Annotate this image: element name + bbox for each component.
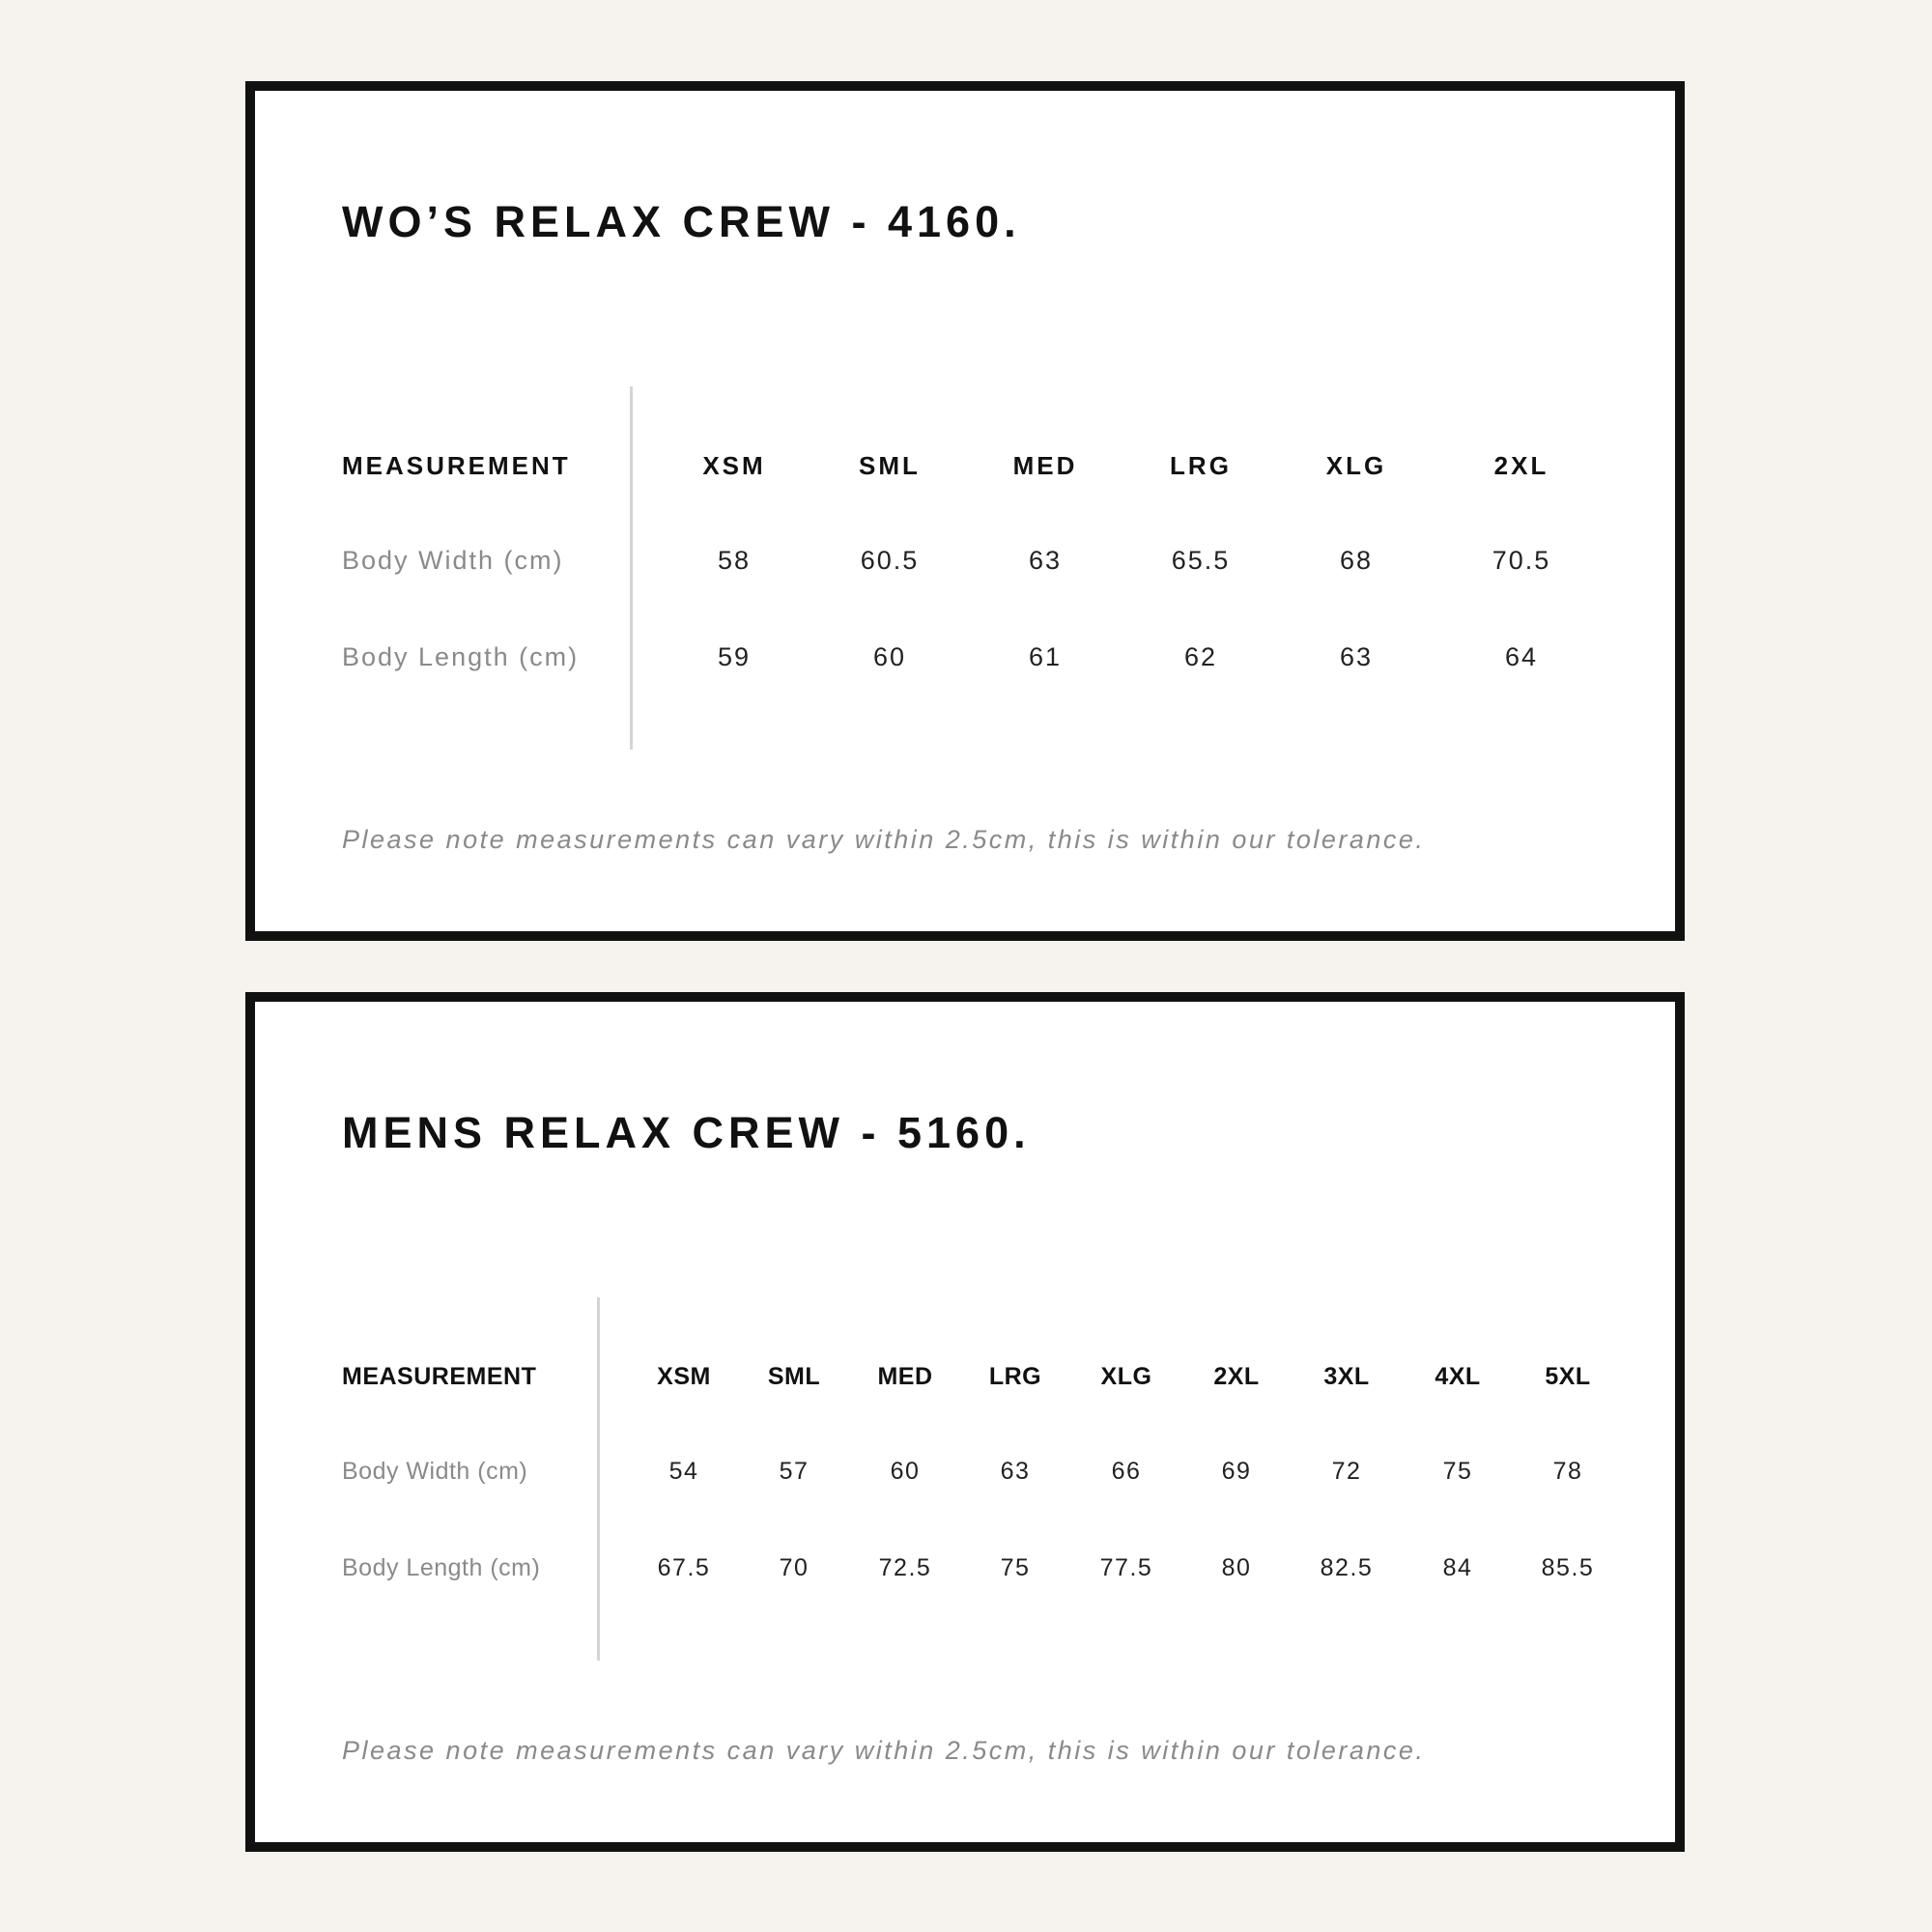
table-cell: 63 bbox=[1028, 546, 1063, 575]
size-header-2xl: 2XL bbox=[1213, 1363, 1260, 1390]
table-cell: 67.5 bbox=[657, 1554, 711, 1581]
size-header-lrg: LRG bbox=[988, 1363, 1042, 1390]
table-cell: 80 bbox=[1221, 1554, 1252, 1581]
mens-chart-title: MENS RELAX CREW - 5160. bbox=[342, 1108, 1031, 1157]
size-header-med: MED bbox=[1012, 451, 1078, 480]
body-length-label: Body Length (cm) bbox=[342, 642, 580, 671]
table-cell: 63 bbox=[1339, 642, 1374, 671]
size-header-5xl: 5XL bbox=[1545, 1363, 1591, 1390]
table-cell: 63 bbox=[1000, 1458, 1031, 1485]
table-cell: 66 bbox=[1111, 1458, 1142, 1485]
table-cell: 65.5 bbox=[1171, 546, 1231, 575]
body-length-label: Body Length (cm) bbox=[342, 1554, 541, 1581]
table-cell: 70.5 bbox=[1492, 546, 1551, 575]
size-header-med: MED bbox=[877, 1363, 933, 1390]
size-header-xlg: XLG bbox=[1100, 1363, 1152, 1390]
measurement-header: MEASUREMENT bbox=[342, 451, 571, 480]
table-cell: 69 bbox=[1221, 1458, 1252, 1485]
tolerance-note: Please note measurements can vary within 2.5cm, this is within our tolerance. bbox=[342, 825, 1426, 854]
table-cell: 59 bbox=[717, 642, 752, 671]
size-header-xsm: XSM bbox=[702, 451, 766, 480]
table-cell: 70 bbox=[779, 1554, 810, 1581]
table-cell: 60 bbox=[872, 642, 907, 671]
table-cell: 84 bbox=[1442, 1554, 1473, 1581]
size-header-sml: SML bbox=[859, 451, 921, 480]
size-header-sml: SML bbox=[767, 1363, 821, 1390]
table-cell: 61 bbox=[1028, 642, 1063, 671]
column-divider bbox=[597, 1297, 600, 1661]
table-cell: 75 bbox=[1442, 1458, 1473, 1485]
table-cell: 57 bbox=[779, 1458, 810, 1485]
size-header-2xl: 2XL bbox=[1493, 451, 1549, 480]
table-cell: 68 bbox=[1339, 546, 1374, 575]
column-divider bbox=[630, 386, 633, 750]
table-cell: 85.5 bbox=[1541, 1554, 1595, 1581]
table-cell: 60.5 bbox=[860, 546, 920, 575]
size-header-lrg: LRG bbox=[1170, 451, 1232, 480]
table-cell: 75 bbox=[1000, 1554, 1031, 1581]
body-width-label: Body Width (cm) bbox=[342, 1458, 528, 1485]
size-header-xlg: XLG bbox=[1325, 451, 1387, 480]
measurement-header: MEASUREMENT bbox=[342, 1363, 537, 1390]
table-cell: 64 bbox=[1504, 642, 1539, 671]
table-cell: 54 bbox=[668, 1458, 699, 1485]
womens-chart-title: WO’S RELAX CREW - 4160. bbox=[342, 197, 1021, 246]
table-cell: 62 bbox=[1183, 642, 1218, 671]
table-cell: 58 bbox=[717, 546, 752, 575]
table-cell: 82.5 bbox=[1320, 1554, 1374, 1581]
table-cell: 72 bbox=[1331, 1458, 1362, 1485]
size-header-4xl: 4XL bbox=[1435, 1363, 1481, 1390]
table-cell: 72.5 bbox=[878, 1554, 932, 1581]
table-cell: 60 bbox=[890, 1458, 921, 1485]
mens-size-chart-card bbox=[245, 992, 1685, 1852]
tolerance-note: Please note measurements can vary within 2.5cm, this is within our tolerance. bbox=[342, 1736, 1426, 1765]
table-cell: 78 bbox=[1552, 1458, 1583, 1485]
size-header-3xl: 3XL bbox=[1323, 1363, 1370, 1390]
table-cell: 77.5 bbox=[1099, 1554, 1153, 1581]
body-width-label: Body Width (cm) bbox=[342, 546, 564, 575]
size-header-xsm: XSM bbox=[657, 1363, 711, 1390]
womens-size-chart-card bbox=[245, 81, 1685, 941]
